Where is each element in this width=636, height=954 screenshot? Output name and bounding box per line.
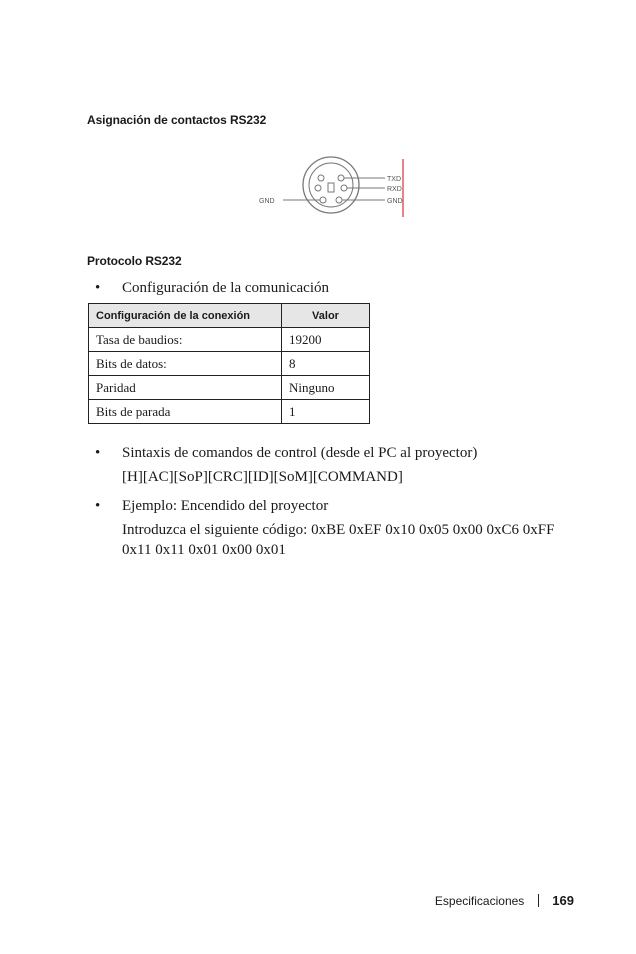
page-footer xyxy=(435,893,574,908)
pin-1 xyxy=(318,175,324,181)
pin-5 xyxy=(320,197,326,203)
page-number: 169 xyxy=(552,893,574,908)
label-txd: TXD xyxy=(387,176,401,183)
table-cell: Paridad xyxy=(89,376,282,400)
table-row xyxy=(89,376,370,400)
example-code-line-1: Introduzca el siguiente código: 0xBE 0xEF 0x10 0x05 0x00 0xC6 0xFF xyxy=(122,522,555,538)
bullet-text: Ejemplo: Encendido del proyector xyxy=(122,498,329,514)
command-syntax-line: [H][AC][SoP][CRC][ID][SoM][COMMAND] xyxy=(122,469,403,485)
bullet-dot: • xyxy=(95,498,101,514)
table-cell: Bits de datos: xyxy=(89,352,282,376)
section-heading-protocol: Protocolo RS232 xyxy=(87,254,182,268)
rs232-connector-diagram xyxy=(255,153,415,223)
column-header-value: Valor xyxy=(282,304,370,328)
table-cell: 1 xyxy=(282,400,370,424)
example-code-line-2: 0x11 0x11 0x01 0x00 0x01 xyxy=(122,542,286,558)
table-header-row xyxy=(89,304,370,328)
bullet-text: Sintaxis de comandos de control (desde el PC al proyector) xyxy=(122,445,478,461)
label-rxd: RXD xyxy=(387,186,402,193)
table-row xyxy=(89,400,370,424)
bullet-dot: • xyxy=(95,445,101,461)
table-cell: 8 xyxy=(282,352,370,376)
table-row xyxy=(89,328,370,352)
bullet-text: Configuración de la comunicación xyxy=(122,280,330,296)
connection-settings-table xyxy=(88,303,370,424)
pin-4 xyxy=(341,185,347,191)
table-cell: Bits de parada xyxy=(89,400,282,424)
column-header-setting: Configuración de la conexión xyxy=(89,304,282,328)
table-cell: 19200 xyxy=(282,328,370,352)
center-key xyxy=(328,183,334,192)
pin-6 xyxy=(336,197,342,203)
pin-3 xyxy=(315,185,321,191)
footer-section-title: Especificaciones xyxy=(434,893,525,908)
table-row xyxy=(89,352,370,376)
table-cell: Tasa de baudios: xyxy=(89,328,282,352)
table-cell: Ninguno xyxy=(282,376,370,400)
footer-divider xyxy=(538,894,539,907)
bullet-dot: • xyxy=(95,280,101,296)
section-heading-pin-assignment: Asignación de contactos RS232 xyxy=(87,113,267,127)
label-gnd-right: GND xyxy=(387,198,403,205)
pin-2 xyxy=(338,175,344,181)
connector-outer-ring xyxy=(303,157,359,213)
label-gnd-left: GND xyxy=(259,198,275,205)
